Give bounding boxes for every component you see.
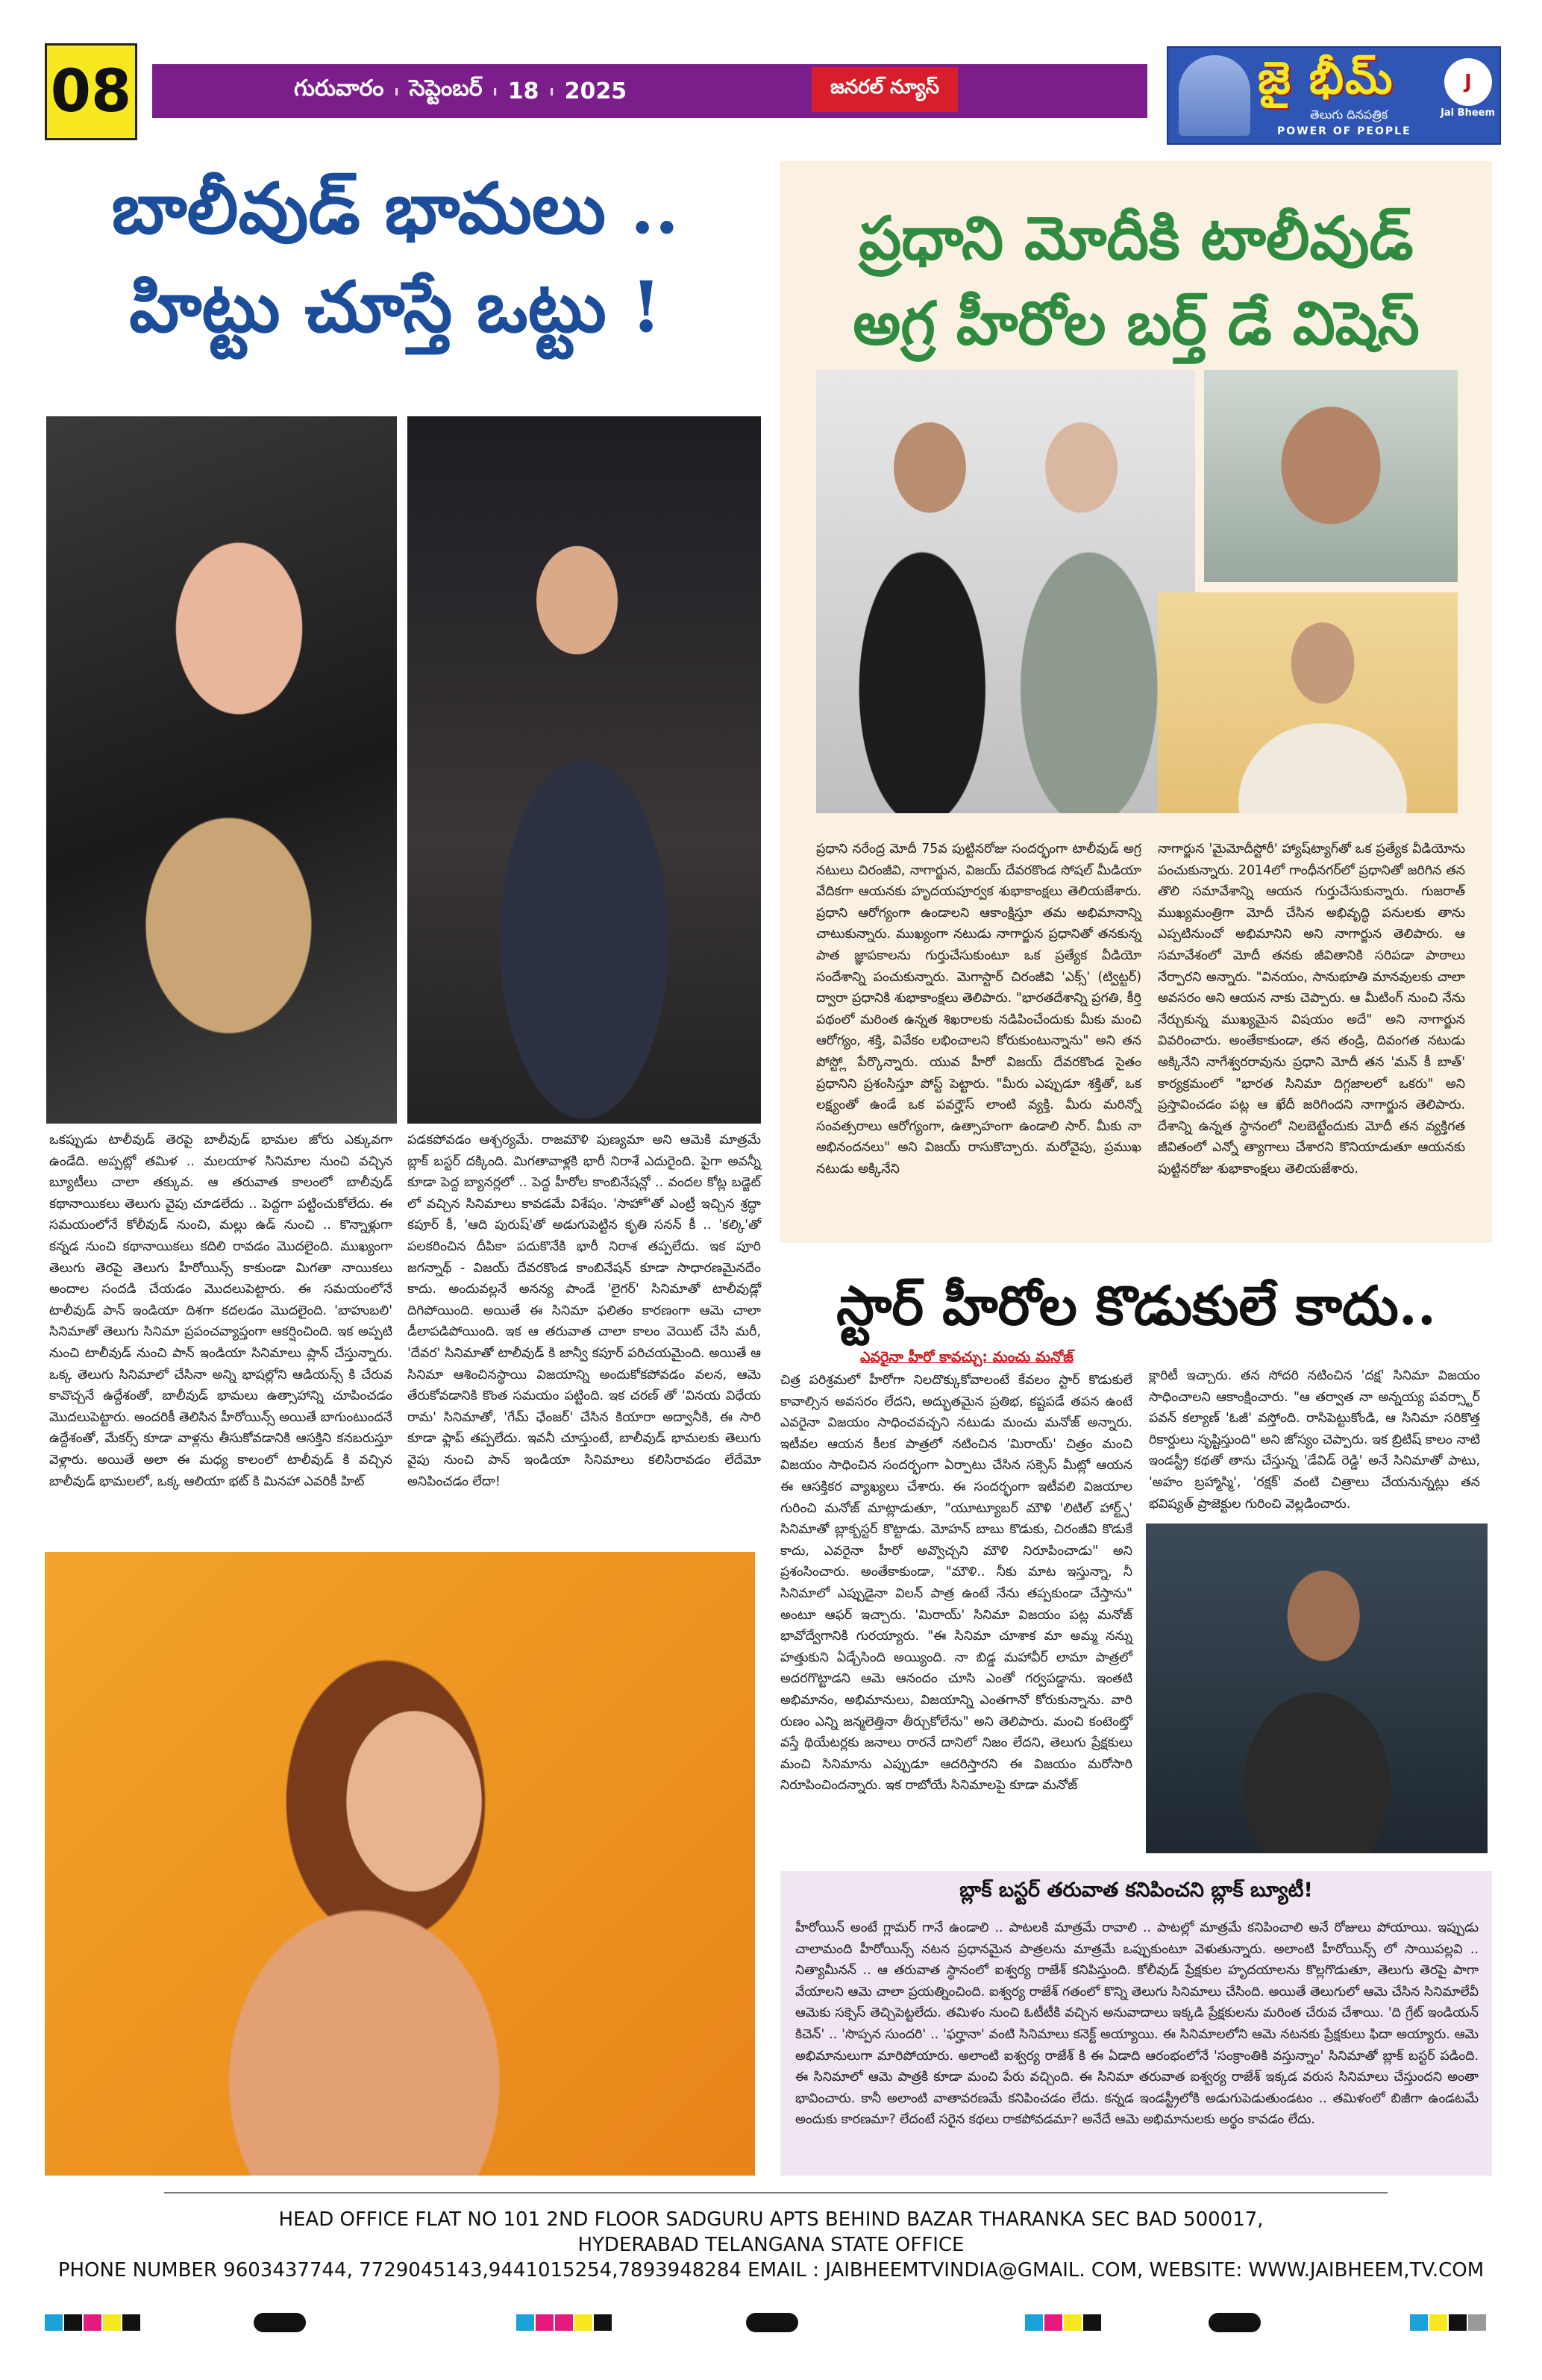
registration-pill bbox=[746, 2313, 798, 2332]
color-swatch bbox=[594, 2314, 612, 2331]
brand-title: జై భీమ్ bbox=[1258, 52, 1394, 104]
registration-pill bbox=[1209, 2313, 1261, 2332]
day: 18 bbox=[507, 78, 539, 104]
article-column: ప్రధాని నరేంద్ర మోదీ 75వ పుట్టినరోజు సందర్భంగా టాలీవుడ్ అగ్ర నటులు చిరంజీవి, నాగార్జున, విజయ్ దేవరకొండ సోషల్ మీడియా వేదికగా ఆయనకు హృదయపూర్వక శుభాకాంక్షలు తెలియజేశారు. ప్రధాని ఆరోగ్యంగా ఉండాలని ఆకాంక్షిస్తూ తమ అభిమానాన్ని చాటుకున్నారు. ముఖ్యంగా నటుడు నాగార్జున ప్రధానితో తనకున్న పాత జ్ఞాపకాలను గుర్తుచేసుకుంటూ ఒక ప్రత్యేక వీడియో సందేశాన్ని పంచుకున్నారు. మెగాస్టార్ చిరంజీవి 'ఎక్స్' (ట్విట్టర్) ద్వారా ప్రధానికి శుభాకాంక్షలు తెలిపారు. "భారతదేశాన్ని ప్రగతి, కీర్తి పథంలో మరింత ఉన్నత శిఖరాలకు నడిపించేందుకు మీకు మంచి ఆరోగ్యం, శక్తి, వివేకం లభించాలని కోరుకుంటున్నాను" అని తన పోస్ట్లో పేర్కొన్నారు. యువ హీరో విజయ్ దేవరకొండ సైతం ప్రధానిని ప్రశంసిస్తూ పోస్ట్ పెట్టారు. "మీరు ఎప్పుడూ శక్తితో, ఒక లక్ష్యంతో ఉండే ఒక పవర్హౌస్ లాంటి వ్యక్తి. మీరు మరిన్నో సంవత్సరాలు ఆరోగ్యంగా, ఉత్సాహంగా ఉండాలి సార్. మీకు నా అభినందనలు" అని విజయ్ రాసుకొచ్చారు. మరోవైపు, ప్రముఖ నటుడు అక్కినేని bbox=[816, 842, 1141, 1177]
color-swatch bbox=[1025, 2314, 1043, 2331]
color-swatch bbox=[45, 2314, 63, 2331]
photo-kiara bbox=[45, 1552, 755, 2176]
article-column: ఒకప్పుడు టాలీవుడ్ తెరపై బాలీవుడ్ భామల జోరు ఎక్కువగా ఉండేది. అప్పట్లో తమిళ .. మలయాళ సినిమాల నుంచి వచ్చిన బ్యూటీలు చాలా తక్కువ. ఆ తరువాత కాలంలో బాలీవుడ్ కథానాయికలు తెలుగు వైపు చూడలేదు .. పెద్దగా పట్టించుకోలేదు. ఈ సమయంలోనే కోలీవుడ్ నుంచి, మల్లు ఉడ్ నుంచి .. కొన్నాళ్లుగా కన్నడ నుంచి కథానాయికలు కదిలి రావడం మొదలైంది. ముఖ్యంగా తెలుగు తెరపై తెలుగు హీరోయిన్స్ కాకుండా మిగతా నాయికలు అందాల సందడి చేయడం మొదలుపెట్టారు. ఈ సమయంలోనే టాలీవుడ్ పాన్ ఇండియా దిశగా కదలడం మొదలైంది. 'బాహుబలి' సినిమాతో తెలుగు సినిమా ప్రపంచవ్యాప్తంగా ఆకర్షించింది. ఇక అప్పటి నుంచి టాలీవుడ్ నుంచి పాన్ ఇండియా సినిమాలు ప్లాన్ చేస్తున్నారు. ఒక్క తెలుగు సినిమాలో చేసినా అన్ని భాషల్లోని ఆడియన్స్ కి చేరువ కావొచ్చనే ఉద్దేశంతో, బాలీవుడ్ భామలు ఉత్సాహాన్ని చూపించడం మొదలుపెట్టారు. అందరికీ తెలిసిన హీరోయిన్స్ అయితే బాగుంటుందనే ఉద్దేశంతో, మేకర్స్ కూడా వాళ్లను తీసుకోవడానికి ఆసక్తిని కనబరుస్తూ వెళ్లారు. అయితే అలా ఈ మధ్య కాలంలో టాలీవుడ్ కి వచ్చిన బాలీవుడ్ భామలలో, ఒక్క ఆలియా భట్ కి మినహా ఎవరికీ హిట్ bbox=[49, 1133, 392, 1489]
article-column: చిత్ర పరిశ్రమలో హీరోగా నిలదొక్కుకోవాలంటే కేవలం స్టార్ కొడుకులే కావాల్సిన అవసరం లేదని, అద్భుతమైన ప్రతిభ, కష్టపడే తపన ఉంటే ఎవరైనా విజయం సాధించవచ్చని నటుడు మంచు మనోజ్ అన్నారు. ఇటీవల ఆయన కీలక పాత్రలో నటించిన 'మిరాయ్' చిత్రం మంచి విజయం సాధించిన సందర్భంగా ఏర్పాటు చేసిన సక్సెస్ మీట్లో ఆయన ఈ ఆసక్తికర వ్యాఖ్యలు చేశారు. ఈ సందర్భంగా ఇటీవలి విజయాల గురించి మనోజ్ మాట్లాడుతూ, "యూట్యూబర్ మౌళి 'లిటిల్ హార్ట్స్' సినిమాతో బ్లాక్బస్టర్ కొట్టాడు. మోహన్ బాబు కొడుకు, చిరంజీవి కొడుకే కాదు, ఎవరైనా హీరో అవ్వొచ్చని మౌళి నిరూపించాడు" అని ప్రశంసించారు. అంతేకాకుండా, "మౌళి.. నీకు మాట ఇస్తున్నా, నీ సినిమాలో ఎప్పుడైనా విలన్ పాత్ర ఉంటే నేను తప్పకుండా చేస్తాను" అంటూ ఆఫర్ ఇచ్చారు. 'మిరాయ్' సినిమా విజయం పట్ల మనోజ్ భావోద్వేగానికి గురయ్యారు. "ఈ సినిమా చూశాక మా అమ్మ నన్ను హత్తుకుని ఏడ్చేసింది అయ్యింది. నా బిడ్డ మహావీర్ లామా పాత్రలో అదరగొట్టాడని ఆమె ఆనందం చూసి ఎంతో గర్వపడ్డాను. ఇంతటి అభిమానం, అభిమానులు, విజయాన్ని ఎంతగానో కోరుకున్నాను. వారి రుణం ఎన్ని జన్మలెత్తినా తీర్చుకోలేను" అని తెలిపారు. మంచి కంటెంట్తో వస్తే థియేటర్లకు జనాలు రారనే దానిలో నిజం లేదని, తెలుగు ప్రేక్షకులు మంచి సినిమాను ఎప్పుడూ ఆదరిస్తారని ఈ విజయం మరోసారి నిరూపించిందన్నారు. ఇక రాబోయే సినిమాలపై కూడా మనోజ్ bbox=[780, 1373, 1132, 1794]
article-column: హీరోయిన్ అంటే గ్లామర్ గానే ఉండాలి .. పాటలకి మాత్రమే రావాలి .. పాటల్లో మాత్రమే కనిపించాలి అనే రోజులు పోయాయి. ఇప్పుడు చాలామంది హీరోయిన్స్ నటన ప్రధానమైన పాత్రలను మాత్రమే ఒప్పుకుంటూ వెళుతున్నారు. అలాంటి హీరోయిన్స్ లో సాయిపల్లవి .. నిత్యామీనన్ .. ఆ తరువాత స్థానంలో ఐశ్వర్య రాజేశ్ కనిపిస్తుంది. కోలీవుడ్ ప్రేక్షకుల హృదయాలను కొల్లగొడుతూ, తెలుగు తెరపై పాగా వేయాలని ఆమె చాలా ప్రయత్నించింది. ఐశ్వర్య రాజేశ్ గతంలో కొన్ని తెలుగు సినిమాలు చేసింది. అయితే తెలుగులో ఆమె చేసిన సినిమాలేవీ ఆమెకు సక్సెస్ తెచ్చిపెట్టలేదు. తమిళం నుంచి ఓటీటీకి వచ్చిన అనువాదాలు ఇక్కడి ప్రేక్షకులను మరింత చేరువ చేశాయి. 'ది గ్రేట్ ఇండియన్ కిచెన్' .. 'సొప్పన సుందరి' .. 'ఫర్హానా' వంటి సినిమాలు కనెక్ట్ అయ్యాయి. ఈ సినిమాలలోని ఆమె నటనకు ప్రేక్షకులు ఫిదా అయ్యారు. ఆమె అభిమానులుగా మారిపోయారు. అలాంటి ఐశ్వర్య రాజేశ్ కి ఈ ఏడాది ఆరంభంలోనే 'సంక్రాంతికి వస్తున్నాం' సినిమాతో బ్లాక్ బస్టర్ పడింది. ఈ సినిమాలో ఆమె పాత్రకి కూడా మంచి పేరు వచ్చింది. ఈ సినిమా తరువాత ఐశ్వర్య రాజేశ్ ఇక్కడ వరుస సినిమాలు చేస్తుందని అంతా భావించారు. కానీ అలాంటి వాతావరణమే కనిపించడం లేదు. కన్నడ ఇండస్ట్రీలోకి అడుగుపెడుతుండటం .. తమిళంలో బిజీగా ఉండటమే అందుకు కారణమా? లేదంటే సరైన కథలు రాకపోవడమా? అనేదే ఆమె అభిమానులకు అర్థం కావడం లేదు. bbox=[795, 1920, 1479, 2128]
story-title: బ్లాక్ బస్టర్ తరువాత కనిపించని బ్లాక్ బ్యూటీ! bbox=[959, 1879, 1313, 1902]
photo-vijay bbox=[1158, 592, 1458, 813]
registration-pill bbox=[254, 2313, 306, 2332]
ambedkar-portrait-icon bbox=[1179, 55, 1250, 136]
photo-janhvi bbox=[407, 416, 761, 1124]
color-swatch bbox=[1083, 2314, 1101, 2331]
brand-subtitle: తెలుగు దినపత్రిక bbox=[1310, 107, 1388, 122]
headline-modi bbox=[780, 195, 1492, 366]
headline-line: బాలీవుడ్ భామలు .. bbox=[111, 168, 680, 250]
date-bar bbox=[152, 64, 1147, 118]
brand-badge-label: Jai Bheem bbox=[1441, 107, 1495, 119]
brand-badge-icon: J bbox=[1444, 58, 1492, 106]
kicker: ఎవరైనా హీరో కావచ్చు: మంచు మనోజ్ bbox=[859, 1349, 1074, 1365]
separator: ı bbox=[394, 83, 399, 99]
article-column: క్లారిటీ ఇచ్చారు. తన సోదరి నటించిన 'దక్ష' సినిమా విజయం సాధించాలని ఆకాంక్షించారు. "ఆ తర్వాత నా అన్నయ్య పవర్స్టార్ పవన్ కల్యాణ్ 'ఓజీ' వస్తోంది. రాసిపెట్టుకోండి, ఆ సినిమా సరికొత్త రికార్డులు సృష్టిస్తుంది" అని జోస్యం చెప్పారు. ఇక బ్రిటిష్ కాలం నాటి ఇండస్ట్రీ కథతో తాను చేస్తున్న 'డేవిడ్ రెడ్డి' అనే సినిమాతో పాటు, 'అహం బ్రహ్మాస్మి', 'రక్షక్' వంటి చిత్రాలు చేయనున్నట్లు తన భవిష్యత్ ప్రాజెక్టుల గురించి వెల్లడించారు. bbox=[1149, 1368, 1480, 1512]
month: సెప్టెంబర్ bbox=[409, 75, 483, 101]
page-number: 08 bbox=[45, 43, 137, 140]
separator: ı bbox=[549, 83, 554, 99]
article-column: పడకపోవడం ఆశ్చర్యమే. రాజమౌళి పుణ్యమా అని ఆమెకి మాత్రమే బ్లాక్ బస్టర్ దక్కింది. మిగతావాళ్లకి భారీ నిరాశే ఎదురైంది. పైగా అవన్నీ కూడా పెద్ద బ్యానర్లలో .. పెద్ద హీరోల కాంబినేషన్లో .. వందల కోట్ల బడ్జెట్ లో వచ్చిన సినిమాలు కావడమే విశేషం. 'సాహో'తో ఎంట్రీ ఇచ్చిన శ్రద్ధా కపూర్ కీ, 'ఆది పురుష్'తో అడుగుపెట్టిన కృతి సనన్ కీ .. 'కల్కి'తో పలకరించిన దీపికా పదుకొనేకి భారీ నిరాశ తప్పలేదు. ఇక పూరి జగన్నాథ్ - విజయ్ దేవరకొండ కాంబినేషన్ కూడా సాధారణమైనదేం కాదు. అందువల్లనే అనన్య పాండే 'లైగర్' సినిమాతో టాలీవుడ్లో దిగిపోయింది. అయితే ఈ సినిమా ఫలితం కారణంగా ఆమె చాలా డీలాపడిపోయింది. ఇక ఆ తరువాత చాలా కాలం వెయిట్ చేసి మరీ, 'దేవర' సినిమాతో టాలీవుడ్ కి జాన్వీ కపూర్ పరిచయమైంది. అయితే ఆ సినిమా ఆశించినస్థాయి విజయాన్ని అందుకోకపోవడం వలన, ఆమె తేరుకోవడానికి కొంత సమయం పట్టింది. ఇక చరణ్ తో 'వినయ విధేయ రామ' సినిమాతో, 'గేమ్ ఛేంజర్' చేసిన కియారా అద్వానీకి, ఈ సారి కూడా ఫ్లాప్ తప్పలేదు. ఇవనీ చూస్తుంటే, బాలీవుడ్ భామలకు తెలుగు వైపు నుంచి పాన్ ఇండియా సినిమాలు కలిసిరావడం లేదేమో అనిపించడం లేదా! bbox=[407, 1133, 761, 1489]
color-swatch bbox=[1064, 2314, 1082, 2331]
weekday: గురువారం bbox=[294, 75, 384, 101]
color-swatch bbox=[1429, 2314, 1447, 2331]
headline-line: హిట్టు చూస్తే ఒట్టు ! bbox=[129, 266, 662, 348]
photo-modi-nagarjuna bbox=[816, 370, 1195, 813]
color-swatch bbox=[516, 2314, 534, 2331]
headline-bollywood bbox=[30, 160, 761, 357]
color-swatch bbox=[1044, 2314, 1062, 2331]
footer-rule bbox=[164, 2192, 1388, 2193]
color-swatch bbox=[555, 2314, 573, 2331]
footer-contact: PHONE NUMBER 9603437744, 7729045143,9441015254,7893948284 EMAIL : JAIBHEEMTVINDIA@GMAIL. COM, WEBSITE: WWW.JAIBHEEM,TV.COM bbox=[57, 2259, 1485, 2282]
photo-chiranjeevi bbox=[1204, 370, 1458, 582]
separator: ı bbox=[492, 83, 498, 99]
color-swatch bbox=[574, 2314, 592, 2331]
year: 2025 bbox=[564, 78, 627, 104]
color-swatch bbox=[84, 2314, 101, 2331]
footer-office: HYDERABAD TELANGANA STATE OFFICE bbox=[577, 2234, 965, 2256]
masthead-logo bbox=[1167, 46, 1501, 145]
color-swatch bbox=[103, 2314, 121, 2331]
color-swatch bbox=[1410, 2314, 1428, 2331]
color-swatch bbox=[122, 2314, 140, 2331]
footer-address: HEAD OFFICE FLAT NO 101 2ND FLOOR SADGURU APTS BEHIND BAZAR THARANKA SEC BAD 500017, bbox=[278, 2208, 1264, 2231]
headline-line: ప్రధాని మోదీకి టాలీవుడ్ bbox=[859, 203, 1414, 273]
color-swatch bbox=[1449, 2314, 1467, 2331]
brand-english: POWER OF PEOPLE bbox=[1277, 125, 1411, 137]
section-tag: జనరల్ న్యూస్ bbox=[812, 67, 958, 112]
article-column: నాగార్జున 'మైమోదీస్టోరీ' హ్యాష్‌ట్యాగ్‌తో ఒక ప్రత్యేక వీడియోను పంచుకున్నారు. 2014లో గాంధీనగర్‌లో ప్రధానితో జరిగిన తన తొలి సమావేశాన్ని ఆయన గుర్తుచేసుకున్నారు. గుజరాత్ ముఖ్యమంత్రిగా మోదీ చేసిన అభివృద్ధి పనులకు తాను ఎప్పటినుంచో అభిమానిని అని నాగార్జున తెలిపారు. ఆ సమావేశంలో మోదీ తనకు జీవితానికి సరిపడా పాఠాలు నేర్పారని అన్నారు. "వినయం, సానుభూతి మానవులకు చాలా అవసరం అని ఆయన నాకు చెప్పారు. ఆ మీటింగ్ నుంచి నేను నేర్చుకున్న ముఖ్యమైన విషయం అదే" అని నాగార్జున వివరించారు. అంతేకాకుండా, తన తండ్రి, దివంగత నటుడు అక్కినేని నాగేశ్వరరావును ప్రధాని మోదీ తన 'మన్ కీ బాత్' కార్యక్రమంలో "భారత సినిమా దిగ్గజాలలో ఒకరు" అని ప్రస్తావించడం పట్ల ఆ ఖేదీ జరిగిందని నాగార్జున తెలిపారు. దేశాన్ని ఉన్నత స్థానంలో నిలబెట్టేందుకు మోదీ తన వ్యక్తిగత జీవితంలో ఎన్నో త్యాగాలు చేశారని కొనియాడుతూ ఆయనకు పుట్టినరోజు శుభాకాంక్షలు తెలియజేశారు. bbox=[1158, 842, 1465, 1177]
photo-alia bbox=[46, 416, 397, 1124]
color-swatch bbox=[536, 2314, 554, 2331]
headline-star-heroes: స్టార్ హీరోల కొడుకులే కాదు.. bbox=[836, 1274, 1436, 1337]
photo-manoj bbox=[1146, 1523, 1488, 1853]
color-swatch bbox=[64, 2314, 82, 2331]
headline-line: అగ్ర హీరోల బర్త్ డే విషెస్ bbox=[853, 288, 1420, 358]
color-swatch bbox=[1468, 2314, 1486, 2331]
